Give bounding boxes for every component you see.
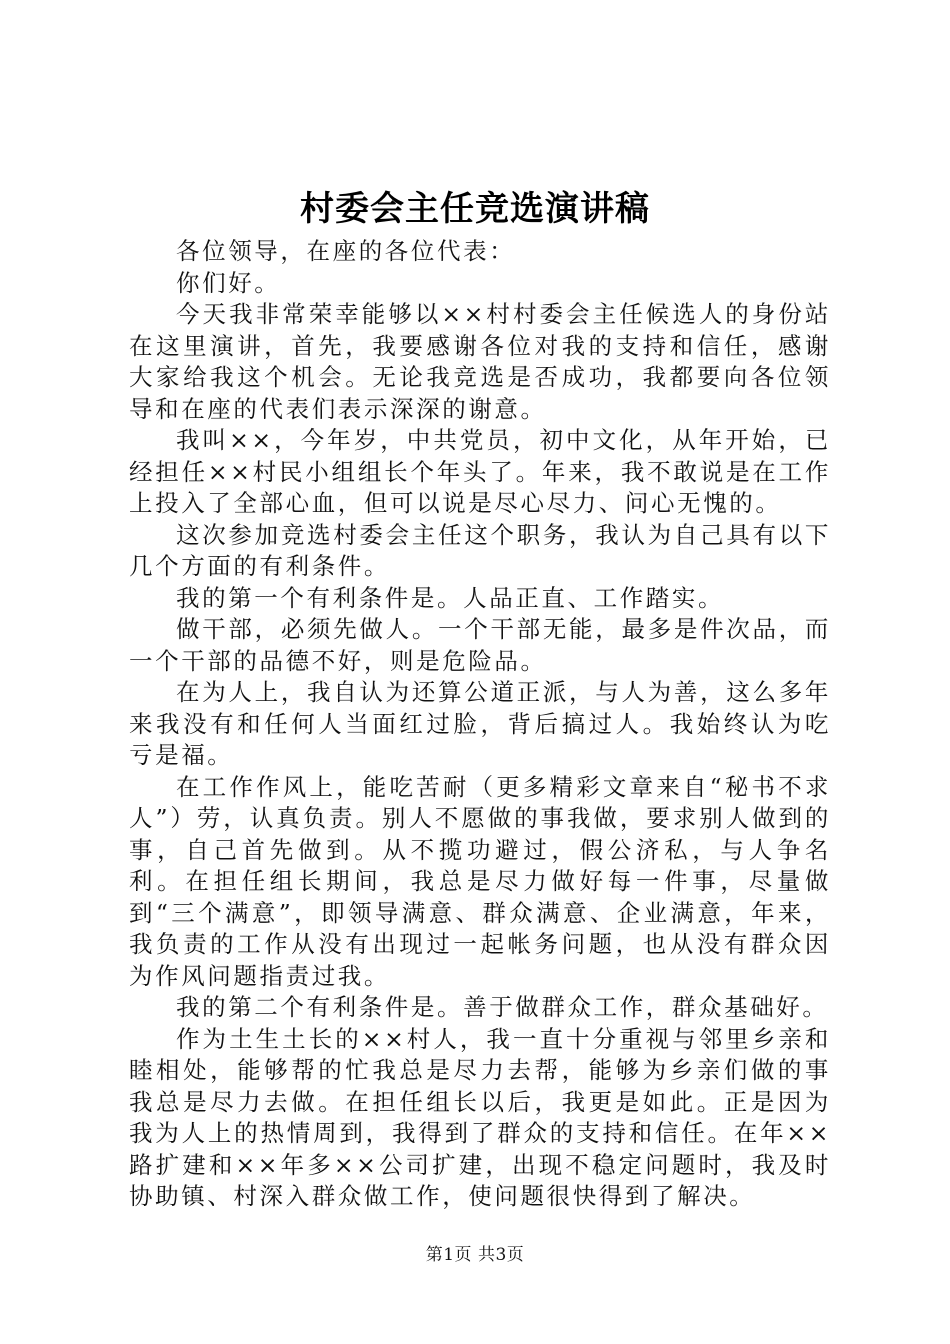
paragraph: 各位领导，在座的各位代表：: [176, 237, 516, 265]
paragraph: 你们好。: [176, 268, 281, 297]
paragraph: 做干部，必须先做人。一个干部无能，最多是件次品，而一个干部的品德不好，则是危险品。: [129, 615, 831, 675]
paragraph: 我的第一个有利条件是。人品正直、工作踏实。: [176, 583, 725, 612]
page-footer: 第1页 共3页: [425, 1245, 525, 1265]
document-body: [129, 236, 831, 1213]
paragraph: 我叫××，今年岁，中共党员，初中文化，从年开始，已经担任××村民小组组长个年头了。年来，我不敢说是在工作上投入了全部心血，但可以说是尽心尽力、问心无愧的。: [129, 426, 831, 517]
paragraph: 我的第二个有利条件是。善于做群众工作，群众基础好。: [176, 993, 829, 1021]
paragraph: 在工作作风上，能吃苦耐（更多精彩文章来自“秘书不求人”）劳，认真负责。别人不愿做的事我做，要求别人做到的事，自己首先做到。从不揽功避过，假公济私，与人争名利。在担任组长期间，我总是尽力做好每一件事，尽量做到“三个满意”，即领导满意、群众满意、企业满意，年来，我负责的工作从没有出现过一起帐务问题，也从没有群众因为作风问题指责过我。: [129, 772, 831, 990]
paragraph: 这次参加竞选村委会主任这个职务，我认为自己具有以下几个方面的有利条件。: [129, 520, 831, 580]
paragraph: 作为土生土长的××村人，我一直十分重视与邻里乡亲和睦相处，能够帮的忙我总是尽力去帮，能够为乡亲们做的事我总是尽力去做。在担任组长以后，我更是如此。正是因为我为人上的热情周到，我得到了群众的支持和信任。在年××路扩建和××年多××公司扩建，出现不稳定问题时，我及时协助镇、村深入群众做工作，使问题很快得到了解决。: [129, 1024, 831, 1210]
document-title: 村委会主任竞选演讲稿: [300, 189, 650, 229]
paragraph: 在为人上，我自认为还算公道正派，与人为善，这么多年来我没有和任何人当面红过脸，背后搞过人。我始终认为吃亏是福。: [129, 678, 831, 769]
paragraph: 今天我非常荣幸能够以××村村委会主任候选人的身份站在这里演讲，首先，我要感谢各位对我的支持和信任，感谢大家给我这个机会。无论我竞选是否成功，我都要向各位领导和在座的代表们表示深深的谢意。: [129, 300, 831, 423]
